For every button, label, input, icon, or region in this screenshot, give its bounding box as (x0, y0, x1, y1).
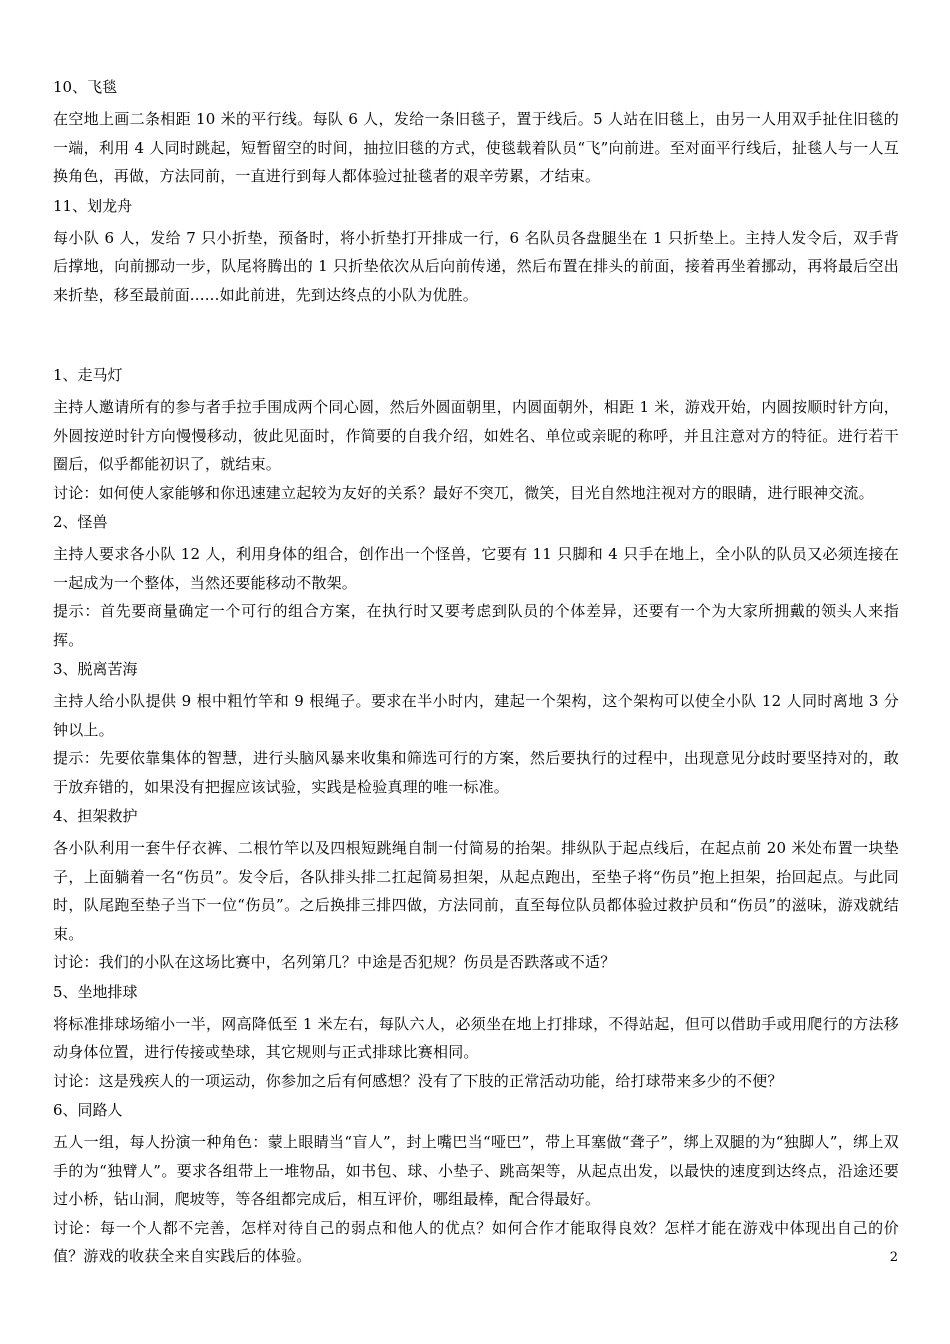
section-heading: 1、走马灯 (53, 366, 123, 384)
section-heading: 5、坐地排球 (53, 982, 138, 1001)
section-heading: 11、划龙舟 (53, 196, 133, 215)
page-number: 2 (889, 1250, 898, 1265)
paragraph: 提示：先要依靠集体的智慧，进行头脑风暴来收集和筛选可行的方案，然后要执行的过程中，出现意见分歧时要坚持对的，敢于放弃错的，如果没有把握应该试验，实践是检验真理的唯一标准。 (53, 749, 899, 796)
section-heading: 6、同路人 (53, 1101, 123, 1119)
section-heading: 10、飞毯 (53, 78, 118, 96)
paragraph: 主持人给小队提供 9 根中粗竹竿和 9 根绳子。要求在半小时内，建起一个架构，这个架构可以使全小队 12 人同时离地 3 分钟以上。 (53, 692, 899, 739)
section-games (53, 360, 899, 1271)
paragraph: 讨论：每一个人都不完善，怎样对待自己的弱点和他人的优点？如何合作才能取得良效？怎样才能在游戏中体现出自己的价值？游戏的收获全来自实践后的体验。 (53, 1218, 899, 1265)
paragraph: 讨论：我们的小队在这场比赛中，名列第几？中途是否犯规？伤员是否跌落或不适？ (53, 953, 616, 971)
paragraph: 每小队 6 人，发给 7 只小折垫，预备时，将小折垫打开排成一行，6 名队员各盘腿坐在 1 只折垫上。主持人发令后，双手背后撑地，向前挪动一步，队尾将腾出的 1 只折垫依次从后向前传递，然后布置在排头的前面，接着再坐着挪动，再将最后空出来折垫，移至最前面......如此前进，先到达终点的小队为优胜。 (53, 228, 899, 304)
paragraph: 提示：首先要商量确定一个可行的组合方案，在执行时又要考虑到队员的个体差异，还要有一个为大家所拥戴的领头人来指挥。 (53, 602, 899, 649)
section-continued (53, 72, 899, 309)
paragraph: 主持人邀请所有的参与者手拉手围成两个同心圆，然后外圆面朝里，内圆面朝外，相距 1 米，游戏开始，内圆按顺时针方向，外圆按逆时针方向慢慢移动，彼此见面时，作简要的自我介绍，如姓名、单位或亲昵的称呼，并且注意对方的特征。进行若干圈后，似乎都能初识了，就结束。 (53, 398, 899, 473)
section-heading: 4、担架救护 (53, 807, 138, 825)
section-heading: 3、脱离苦海 (53, 660, 138, 678)
section-heading: 2、怪兽 (53, 513, 108, 531)
paragraph: 在空地上画二条相距 10 米的平行线。每队 6 人，发给一条旧毯子，置于线后。5 人站在旧毯上，由另一人用双手扯住旧毯的一端，利用 4 人同时跳起，短暂留空的时间，抽拉旧毯的方式，使毯载着队员“飞”向前进。至对面平行线后，扯毯人与一人互换角色，再做，方法同前，一直进行到每人都体验过扯毯者的艰辛劳累，才结束。 (53, 110, 899, 185)
paragraph: 讨论：这是残疾人的一项运动，你参加之后有何感想？没有了下肢的正常活动功能，给打球带来多少的不便？ (53, 1071, 783, 1090)
paragraph: 各小队利用一套牛仔衣裤、二根竹竿以及四根短跳绳自制一付简易的抬架。排纵队于起点线后，在起点前 20 米处布置一块垫子，上面躺着一名“伤员”。发令后，各队排头排二扛起简易担架，从起点跑出，至垫子将“伤员”抱上担架，抬回起点。与此同时，队尾跑至垫子当下一位“伤员”。之后换排三排四做，方法同前，直至每位队员都体验过救护员和“伤员”的滋味，游戏就结束。 (53, 839, 899, 943)
paragraph: 将标准排球场缩小一半，网高降低至 1 米左右，每队六人，必须坐在地上打排球，不得站起，但可以借助手或用爬行的方法移动身体位置，进行传接或垫球，其它规则与正式排球比赛相同。 (53, 1014, 899, 1061)
paragraph: 讨论：如何使人家能够和你迅速建立起较为友好的关系？最好不突兀，微笑，目光自然地注视对方的眼睛，进行眼神交流。 (53, 483, 874, 502)
paragraph: 主持人要求各小队 12 人，利用身体的组合，创作出一个怪兽，它要有 11 只脚和 4 只手在地上，全小队的队员又必须连接在一起成为一个整体，当然还要能移动不散架。 (53, 545, 899, 592)
paragraph: 五人一组，每人扮演一种角色：蒙上眼睛当“盲人”，封上嘴巴当“哑巴”，带上耳塞做“聋子”，绑上双腿的为“独脚人”，绑上双手的为“独臂人”。要求各组带上一堆物品，如书包、球、小垫子、跳高架等，从起点出发，以最快的速度到达终点，沿途还要过小桥，钻山洞，爬坡等，等各组都完成后，相互评价，哪组最棒，配合得最好。 (53, 1133, 899, 1208)
